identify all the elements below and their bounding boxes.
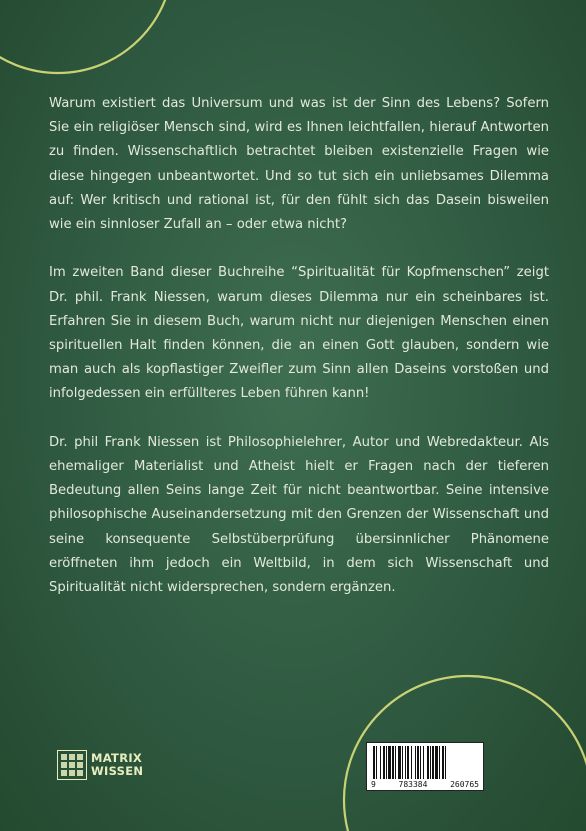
barcode-bar [386, 746, 387, 779]
barcode-bars [369, 746, 481, 779]
barcode-bar [392, 746, 394, 779]
blurb [49, 92, 549, 624]
author-bio-paragraph: Dr. phil Frank Niessen ist Philosophielehrer, Autor und Webredakteur. Als ehemaliger Materialist und Atheist hielt er Fragen nach der tieferen Bedeutung allen Seins lange Zeit für nicht beantwortbar. Seine intensive philosophische Auseinandersetzung mit den Grenzen der Wissenschaft und seine konsequente Selbstüberprüfung übersinnlicher Phänomene eröffneten ihm jedoch ein Weltbild, in dem sich Wissenschaft und Spiritualität nicht widersprechen, sondern ergänzen. [49, 434, 549, 596]
barcode-bar [411, 746, 412, 779]
barcode-bar [383, 746, 385, 779]
isbn-barcode [366, 742, 484, 791]
barcode-bar [420, 746, 421, 779]
barcode-bar [402, 746, 403, 779]
barcode-bar [417, 746, 419, 779]
barcode-bar [432, 746, 434, 779]
barcode-bar [373, 746, 375, 779]
barcode-group-1: 783384 [398, 780, 428, 789]
barcode-bar [435, 746, 438, 779]
barcode-bar [445, 746, 446, 779]
publisher-name [91, 752, 143, 778]
barcode-bar [430, 746, 431, 779]
barcode-group-2: 260765 [450, 780, 479, 789]
barcode-bar [427, 746, 429, 779]
barcode-bar [405, 746, 406, 779]
publisher-name-line2: WISSEN [91, 764, 144, 778]
barcode-bar [442, 746, 444, 779]
blurb-paragraph-2: Im zweiten Band dieser Buchreihe “Spiritualität für Kopfmenschen” zeigt Dr. phil. Frank Niessen, warum dieses Dilemma nur ein scheinbares ist. Erfahren Sie in diesem Buch, warum nicht nur diejenigen Menschen einen spirituellen Halt finden können, die an einen Gott glauben, sondern wie man auch als kopflastiger Zweifler zum Sinn allen Daseins vorstoßen und infolgedessen ein erfüllteres Leben führen kann! [49, 265, 549, 402]
top-ring [0, 0, 173, 73]
barcode-bar [395, 746, 396, 779]
barcode-bar [423, 746, 424, 779]
barcode-bar [407, 746, 409, 779]
barcode-left-digit: 9 [371, 780, 376, 789]
barcode-bar [398, 746, 401, 779]
publisher-logo [57, 750, 143, 780]
publisher-name-line1: MATRIX [91, 751, 143, 765]
barcode-bar [380, 746, 381, 779]
barcode-bar [439, 746, 440, 779]
barcode-bar [415, 746, 416, 779]
barcode-bar [388, 746, 391, 779]
barcode-bar [376, 746, 377, 779]
publisher-mark-icon [57, 750, 87, 780]
blurb-paragraph-1: Warum existiert das Universum und was ist der Sinn des Lebens? Sofern Sie ein religiöser Mensch sind, wird es Ihnen leichtfallen, hierauf Antworten zu finden. Wissenschaftlich betrachtet bleiben existenzielle Fragen wie diese hingegen unbeantwortet. Und so tut sich ein unliebsames Dilemma auf: Wer kritisch und rational ist, für den fühlt sich das Dasein bisweilen wie ein sinnloser Zufall an – oder etwa nicht? [49, 96, 549, 233]
barcode-digits [367, 780, 483, 789]
